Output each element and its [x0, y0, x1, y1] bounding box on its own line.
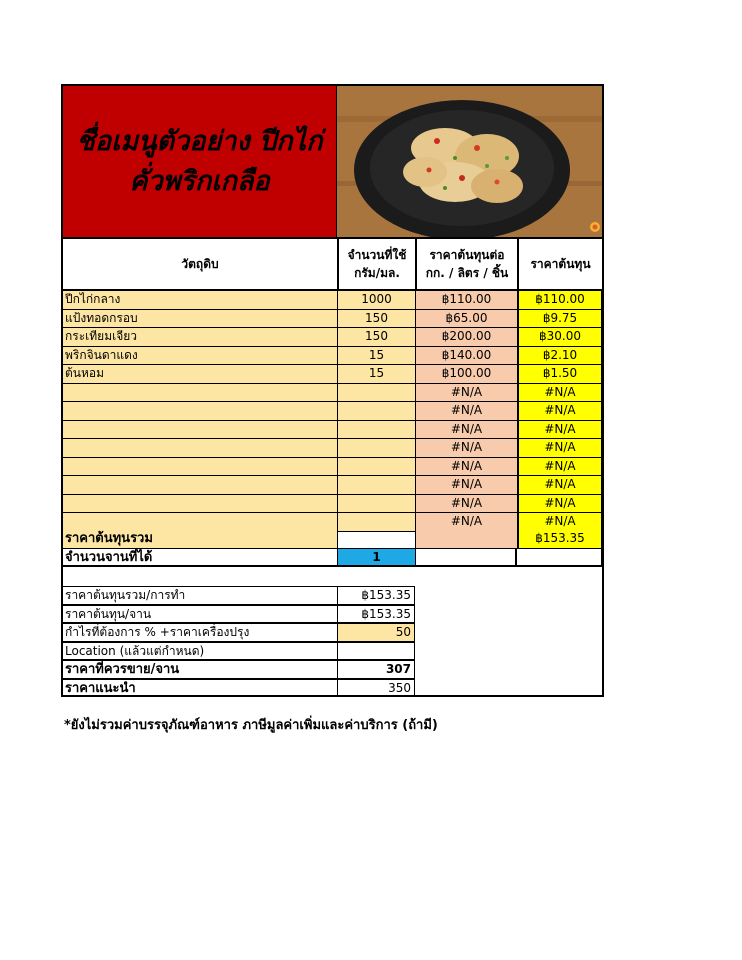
- summary-row: [63, 679, 415, 698]
- summary-row: [63, 642, 415, 661]
- summary-value[interactable]: 50: [337, 623, 415, 642]
- servings-empty-cell: [415, 549, 517, 568]
- summary-label: Location (แล้วแต่กำหนด): [63, 642, 337, 661]
- ingredient-name[interactable]: [63, 439, 337, 458]
- ingredient-name[interactable]: [63, 458, 337, 477]
- ingredient-row: [63, 495, 602, 514]
- ingredient-qty[interactable]: 15: [337, 347, 415, 366]
- footnote: *ยังไม่รวมค่าบรรจุภัณฑ์อาหาร ภาษีมูลค่าเพิ่มและค่าบริการ (ถ้ามี): [64, 718, 438, 733]
- total-cost-qty-cell: [337, 530, 415, 549]
- ingredient-qty[interactable]: [337, 402, 415, 421]
- ingredient-name[interactable]: ปีกไก่กลาง: [63, 291, 337, 310]
- summary-value: 350: [337, 679, 415, 698]
- ingredient-name[interactable]: [63, 476, 337, 495]
- ingredient-unit-price: ฿200.00: [415, 328, 517, 347]
- total-cost-value: ฿153.35: [517, 530, 602, 549]
- ingredient-unit-price: #N/A: [415, 458, 517, 477]
- ingredient-cost: #N/A: [517, 384, 602, 403]
- ingredient-name[interactable]: [63, 513, 337, 532]
- col-header-quantity: จำนวนที่ใช้ กรัม/มล.: [337, 237, 415, 291]
- total-cost-unit-cell: [415, 530, 517, 549]
- ingredient-row: [63, 439, 602, 458]
- ingredient-row: [63, 365, 602, 384]
- ingredient-cost: ฿9.75: [517, 310, 602, 329]
- ingredient-unit-price: #N/A: [415, 513, 517, 532]
- summary-row: [63, 605, 415, 624]
- ingredient-row: [63, 291, 602, 310]
- ingredient-row: [63, 328, 602, 347]
- total-cost-row: [63, 530, 602, 549]
- summary-label: ราคาที่ควรขาย/จาน: [63, 660, 337, 679]
- ingredient-name[interactable]: กระเทียมเจียว: [63, 328, 337, 347]
- ingredient-qty[interactable]: [337, 458, 415, 477]
- ingredient-unit-price: ฿140.00: [415, 347, 517, 366]
- summary-label: กำไรที่ต้องการ % +ราคาเครื่องปรุง: [63, 623, 337, 642]
- ingredient-name[interactable]: [63, 421, 337, 440]
- ingredient-row: [63, 310, 602, 329]
- ingredient-qty[interactable]: 15: [337, 365, 415, 384]
- ingredient-qty[interactable]: 1000: [337, 291, 415, 310]
- ingredient-unit-price: #N/A: [415, 421, 517, 440]
- ingredient-cost: #N/A: [517, 439, 602, 458]
- summary-value: ฿153.35: [337, 586, 415, 605]
- col-header-unit-cost: ราคาต้นทุนต่อ กก. / ลิตร / ชิ้น: [415, 237, 517, 291]
- ingredient-name[interactable]: แป้งทอดกรอบ: [63, 310, 337, 329]
- ingredient-qty[interactable]: [337, 421, 415, 440]
- servings-label: จำนวนจานที่ได้: [63, 549, 337, 568]
- ingredient-cost: #N/A: [517, 402, 602, 421]
- ingredient-cost: #N/A: [517, 458, 602, 477]
- ingredient-cost: #N/A: [517, 513, 602, 532]
- ingredient-qty[interactable]: [337, 513, 415, 532]
- ingredient-unit-price: #N/A: [415, 476, 517, 495]
- summary-row: [63, 586, 415, 605]
- ingredient-cost: #N/A: [517, 421, 602, 440]
- summary-row: [63, 623, 415, 642]
- ingredient-row: [63, 347, 602, 366]
- summary-label: ราคาต้นทุน/จาน: [63, 605, 337, 624]
- ingredient-cost: ฿1.50: [517, 365, 602, 384]
- ingredient-qty[interactable]: 150: [337, 328, 415, 347]
- ingredient-row: [63, 384, 602, 403]
- ingredient-row: [63, 421, 602, 440]
- summary-value: 307: [337, 660, 415, 679]
- ingredient-unit-price: ฿65.00: [415, 310, 517, 329]
- ingredient-name[interactable]: [63, 495, 337, 514]
- ingredient-unit-price: #N/A: [415, 439, 517, 458]
- ingredient-cost: #N/A: [517, 495, 602, 514]
- ingredient-cost: #N/A: [517, 476, 602, 495]
- dish-photo: [337, 86, 602, 237]
- ingredient-name[interactable]: [63, 402, 337, 421]
- ingredient-qty[interactable]: [337, 495, 415, 514]
- ingredient-unit-price: #N/A: [415, 402, 517, 421]
- ingredient-row: [63, 476, 602, 495]
- servings-empty-cell-2: [517, 549, 602, 568]
- servings-row: [63, 549, 602, 568]
- summary-value: ฿153.35: [337, 605, 415, 624]
- col-header-ingredient: วัตถุดิบ: [63, 237, 337, 291]
- ingredient-qty[interactable]: 150: [337, 310, 415, 329]
- menu-title: ชื่อเมนูตัวอย่าง ปีกไก่คั่วพริกเกลือ: [76, 125, 323, 197]
- menu-title-box: [63, 86, 337, 237]
- dish-photo-illustration: [337, 86, 602, 237]
- ingredient-qty[interactable]: [337, 384, 415, 403]
- ingredient-name[interactable]: พริกจินดาแดง: [63, 347, 337, 366]
- ingredient-row: [63, 458, 602, 477]
- ingredient-unit-price: ฿110.00: [415, 291, 517, 310]
- ingredient-cost: ฿110.00: [517, 291, 602, 310]
- ingredient-row: [63, 513, 602, 532]
- summary-row: [63, 660, 415, 679]
- ingredient-qty[interactable]: [337, 476, 415, 495]
- ingredient-unit-price: #N/A: [415, 384, 517, 403]
- ingredient-unit-price: #N/A: [415, 495, 517, 514]
- servings-value[interactable]: 1: [337, 549, 415, 568]
- ingredient-name[interactable]: ต้นหอม: [63, 365, 337, 384]
- ingredient-row: [63, 402, 602, 421]
- summary-label: ราคาแนะนำ: [63, 679, 337, 698]
- ingredient-name[interactable]: [63, 384, 337, 403]
- total-cost-label: ราคาต้นทุนรวม: [63, 530, 337, 549]
- ingredient-cost: ฿30.00: [517, 328, 602, 347]
- summary-label: ราคาต้นทุนรวม/การทำ: [63, 586, 337, 605]
- col-header-cost: ราคาต้นทุน: [517, 237, 602, 291]
- ingredient-cost: ฿2.10: [517, 347, 602, 366]
- ingredient-qty[interactable]: [337, 439, 415, 458]
- recipe-cost-sheet: [61, 84, 604, 697]
- summary-value: [337, 642, 415, 661]
- ingredient-unit-price: ฿100.00: [415, 365, 517, 384]
